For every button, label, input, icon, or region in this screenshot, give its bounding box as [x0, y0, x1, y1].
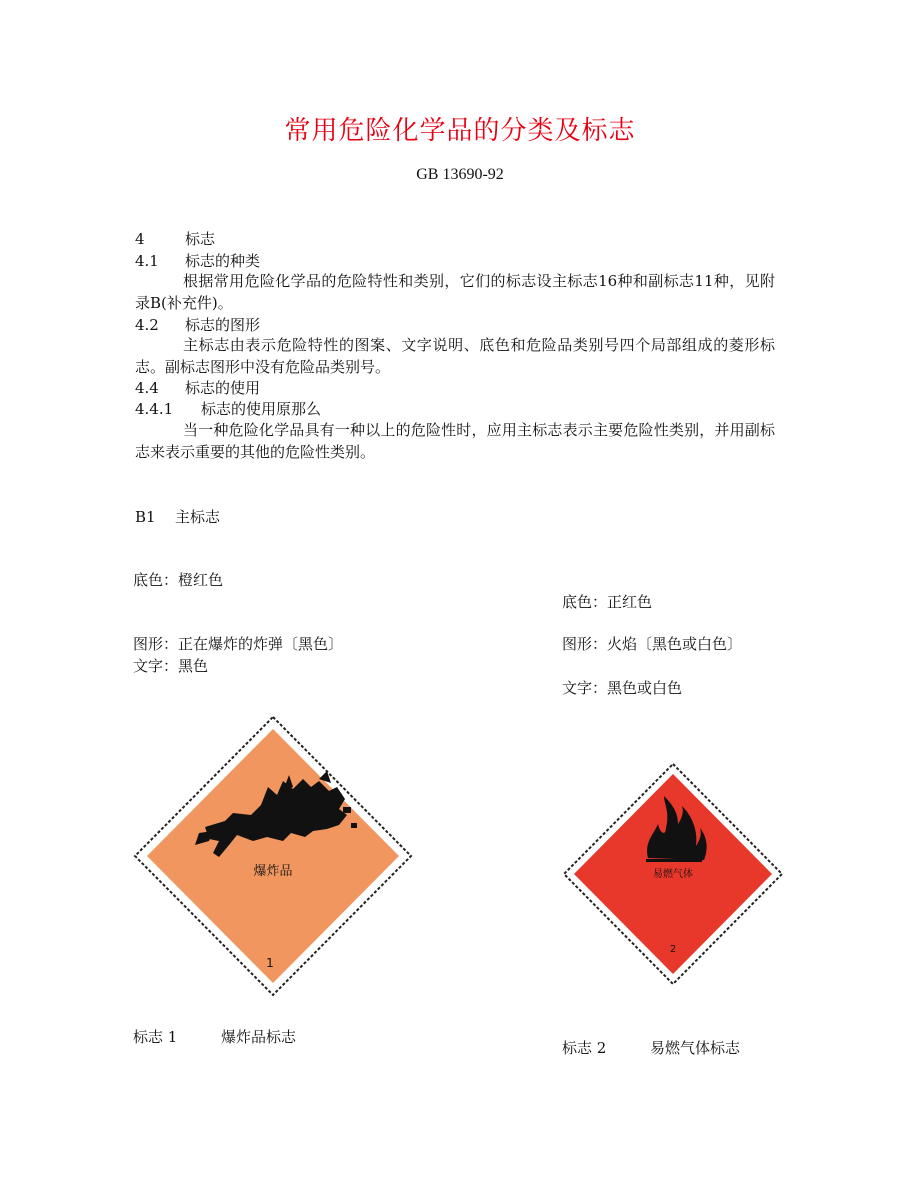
sign1-text-color: 文字：黑色 [133, 657, 209, 675]
section-4-2-heading [135, 315, 260, 335]
caption-label: 易燃气体标志 [650, 1039, 741, 1057]
section-4-4-1-heading [135, 399, 321, 419]
section-4-2-body: 主标志由表示危险特性的图案、文字说明、底色和危险品类别号四个局部组成的菱形标志。副标志图形中没有危险品类别号。 [135, 336, 775, 376]
section-number: 4.1 [135, 252, 159, 270]
sign2-text-color: 文字：黑色或白色 [562, 679, 683, 697]
section-4-4-heading [135, 378, 260, 398]
appendix-label: 主标志 [175, 508, 221, 526]
section-label: 标志的种类 [185, 252, 261, 270]
section-number: 4.4.1 [135, 400, 174, 418]
explosive-sign [133, 715, 413, 997]
sign2-class-number: 2 [669, 944, 677, 955]
section-4-1-heading [135, 251, 260, 271]
section-number: 4.2 [135, 316, 159, 334]
sign1-caption [133, 1027, 296, 1047]
sign2-bg-color: 底色：正红色 [562, 593, 653, 611]
section-4-1-body: 根据常用危险化学品的危险特性和类别，它们的标志设主标志16种和副标志11种，见附录B(补充件)。 [135, 272, 775, 312]
standard-code: GB 13690-92 [416, 166, 504, 183]
appendix-heading [135, 507, 220, 527]
caption-number: 标志 1 [133, 1028, 178, 1046]
section-number: 4 [135, 230, 145, 248]
flammable-gas-sign [562, 762, 784, 986]
sign2-caption [562, 1038, 740, 1058]
section-number: 4.4 [135, 379, 159, 397]
section-label: 标志的图形 [185, 316, 261, 334]
section-4-heading [135, 229, 215, 249]
sign1-bg-color: 底色：橙红色 [133, 571, 224, 589]
sign2-shape: 图形：火焰〔黑色或白色〕 [562, 635, 743, 653]
section-label: 标志 [185, 230, 216, 248]
sign1-shape: 图形：正在爆炸的炸弹〔黑色〕 [133, 635, 344, 653]
sign1-class-number: 1 [266, 956, 274, 970]
sign2-inner-label: 易燃气体 [653, 869, 693, 880]
section-label: 标志的使用 [185, 379, 261, 397]
document-title: 常用危险化学品的分类及标志 [284, 116, 636, 146]
appendix-number: B1 [135, 508, 156, 526]
section-label: 标志的使用原那么 [201, 400, 322, 418]
sign1-inner-label: 爆炸品 [253, 864, 293, 879]
section-4-4-1-body: 当一种危险化学品具有一种以上的危险性时，应用主标志表示主要危险性类别，并用副标志来表示重要的其他的危险性类别。 [135, 421, 775, 461]
caption-number: 标志 2 [562, 1039, 607, 1057]
caption-label: 爆炸品标志 [221, 1028, 297, 1046]
